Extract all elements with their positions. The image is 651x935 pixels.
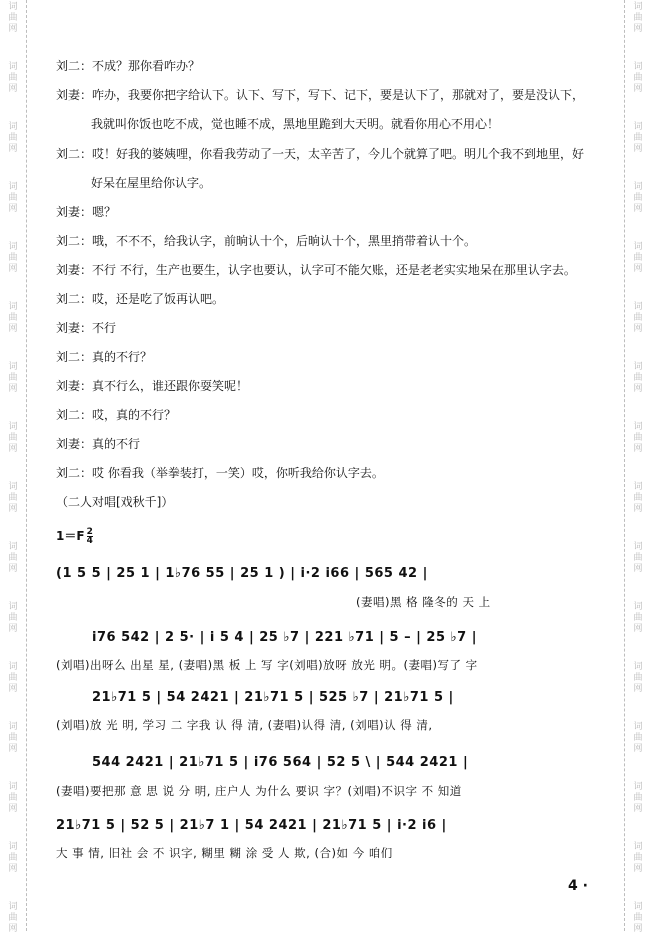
watermark-mark: 词 曲 网 — [633, 122, 643, 154]
score-notes: 21♭71 5 | 54 2421 | 21♭71 5 | 525 ♭7 | 21♭71 5 | — [92, 690, 454, 705]
time-sig-denominator: 4 — [86, 536, 93, 546]
watermark-mark: 词 曲 网 — [8, 782, 18, 814]
dialogue-line: 刘妻：咋办，我要你把字给认下。认下、写下，写下、记下，要是认下了，那就对了，要是没认下， — [56, 88, 585, 102]
score-notes: 544 2421 | 21♭71 5 | i76 564 | 52 5 \ | 544 2421 | — [92, 755, 469, 770]
time-sig-numerator: 2 — [86, 527, 93, 537]
watermark-mark: 词 曲 网 — [633, 602, 643, 634]
score-lyrics: (刘唱)出呀么 出星 星, (妻唱)黑 板 上 写 字(刘唱)放呀 放光 明。(妻唱)写了 字 — [56, 658, 478, 672]
watermark-mark: 词 曲 网 — [633, 302, 643, 334]
score-notes: i76 542 | 2 5· | i 5 4 | 25 ♭7 | 221 ♭71 | 5 – | 25 ♭7 | — [92, 630, 477, 645]
dialogue-line: 我就叫你饭也吃不成，觉也睡不成，黑地里跪到大天明。就看你用心不用心！ — [91, 117, 500, 131]
watermark-mark: 词 曲 网 — [8, 842, 18, 874]
watermark-mark: 词 曲 网 — [8, 2, 18, 34]
watermark-mark: 词 曲 网 — [8, 902, 18, 934]
dialogue-line: 刘二：哦，不不不，给我认字，前晌认十个，后晌认十个，黑里捎带着认十个。 — [56, 234, 477, 248]
watermark-mark: 词 曲 网 — [633, 902, 643, 934]
watermark-mark: 词 曲 网 — [633, 422, 643, 454]
watermark-mark: 词 曲 网 — [633, 182, 643, 214]
dialogue-line: 刘妻：真的不行 — [56, 437, 141, 451]
watermark-mark: 词 曲 网 — [8, 422, 18, 454]
watermark-mark: 词 曲 网 — [8, 122, 18, 154]
watermark-mark: 词 曲 网 — [8, 362, 18, 394]
stage-direction: （二人对唱[戏秋千]） — [56, 495, 174, 509]
time-signature — [87, 528, 93, 545]
score-notes: (1 5 5 | 25 1 | 1♭76 55 | 25 1 ) | i·2 i66 | 565 42 | — [56, 566, 428, 581]
watermark-mark: 词 曲 网 — [8, 662, 18, 694]
watermark-mark: 词 曲 网 — [633, 62, 643, 94]
watermark-mark: 词 曲 网 — [633, 842, 643, 874]
watermark-mark: 词 曲 网 — [633, 542, 643, 574]
watermark-mark: 词 曲 网 — [8, 542, 18, 574]
dialogue-line: 刘二：哎 你看我（举拳装打，一笑）哎，你听我给你认字去。 — [56, 466, 384, 480]
score-lyrics: (刘唱)放 光 明, 学习 二 字我 认 得 清, (妻唱)认得 清, (刘唱)认 得 清, — [56, 718, 433, 732]
watermark-mark: 词 曲 网 — [8, 602, 18, 634]
dialogue-line: 刘二：哎！好我的婆姨哩，你看我劳动了一天，太辛苦了，今儿个就算了吧。明儿个我不到地里，好 — [56, 147, 585, 161]
dialogue-line: 刘妻：不行 — [56, 321, 117, 335]
watermark-mark: 词 曲 网 — [633, 662, 643, 694]
dialogue-line: 刘二：哎，真的不行？ — [56, 408, 177, 422]
key-label: 1＝F — [56, 529, 85, 543]
watermark-mark: 词 曲 网 — [633, 2, 643, 34]
watermark-mark: 词 曲 网 — [633, 722, 643, 754]
watermark-mark: 词 曲 网 — [8, 62, 18, 94]
score-notes: 21♭71 5 | 52 5 | 21♭7 1 | 54 2421 | 21♭71 5 | i·2 i6 | — [56, 818, 447, 833]
watermark-mark: 词 曲 网 — [8, 302, 18, 334]
watermark-mark: 词 曲 网 — [8, 182, 18, 214]
score-lyrics: (妻唱)要把那 意 思 说 分 明, 庄户人 为什么 要识 字？(刘唱)不识字 不 知道 — [56, 784, 462, 798]
watermark-mark: 词 曲 网 — [8, 482, 18, 514]
page-number: 4 · — [568, 878, 588, 894]
dialogue-line: 刘妻：嗯？ — [56, 205, 117, 219]
dialogue-line: 刘二：哎，还是吃了饭再认吧。 — [56, 292, 225, 306]
watermark-mark: 词 曲 网 — [633, 782, 643, 814]
watermark-mark: 词 曲 网 — [633, 362, 643, 394]
watermark-mark: 词 曲 网 — [8, 722, 18, 754]
dialogue-line: 刘妻：不行 不行，生产也要生，认字也要认，认字可不能欠账，还是老老实实地呆在那里认字去。 — [56, 263, 576, 277]
score-lyrics: (妻唱)黑 格 隆冬的 天 上 — [356, 595, 491, 609]
watermark-mark: 词 曲 网 — [633, 482, 643, 514]
dialogue-line: 刘妻：真不行么，谁还跟你耍笑呢！ — [56, 379, 249, 393]
dialogue-line: 好呆在屋里给你认字。 — [91, 176, 212, 190]
dialogue-line: 刘二：不成？那你看咋办？ — [56, 59, 201, 73]
dialogue-line: 刘二：真的不行？ — [56, 350, 153, 364]
watermark-mark: 词 曲 网 — [8, 242, 18, 274]
score-lyrics: 大 事 情, 旧社 会 不 识字, 糊里 糊 涂 受 人 欺, (合)如 今 咱们 — [56, 846, 393, 860]
watermark-mark: 词 曲 网 — [633, 242, 643, 274]
key-signature — [56, 527, 93, 545]
